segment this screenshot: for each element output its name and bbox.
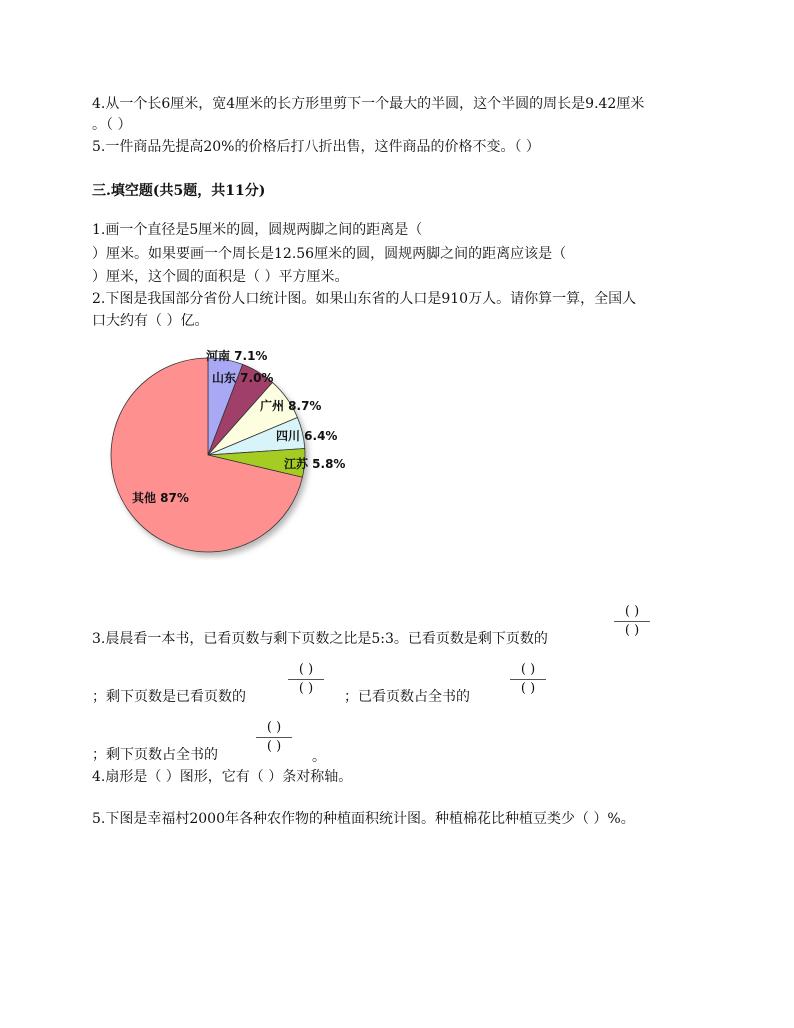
fill-q1-line1: 1.画一个直径是5厘米的圆，圆规两脚之间的距离是（ [92,222,423,238]
pie-label: 河南 7.1% [206,349,268,363]
fraction-bar [510,679,546,680]
fill-q3-line3: ；剩下页数占全书的 [92,747,218,763]
fill-q5: 5.下图是幸福村2000年各种农作物的种植面积统计图。种植棉花比种植豆类少（ ）%。 [92,811,635,827]
population-pie-chart [108,340,388,560]
fraction-blank-1[interactable] [614,604,650,639]
fraction-bar [614,621,650,622]
pie-label: 广州 8.7% [260,399,322,413]
fraction-bar [288,679,324,680]
item-4-line2: 。（ ） [92,117,132,133]
pie-label: 江苏 5.8% [284,457,346,471]
fill-q1-line3: ）厘米，这个圆的面积是（ ）平方厘米。 [92,269,349,285]
fraction-numerator: ( ) [624,604,640,619]
fraction-denominator: ( ) [520,681,536,696]
pie-label: 山东 7.0% [212,371,274,385]
fraction-numerator: ( ) [266,720,282,735]
pie-label: 四川 6.4% [276,429,338,443]
fraction-denominator: ( ) [298,681,314,696]
fill-q3-line2b: ；已看页数占全书的 [344,689,470,705]
fill-q2-line1: 2.下图是我国部分省份人口统计图。如果山东省的人口是910万人。请你算一算，全国人 [92,291,637,307]
fill-q1-line2: ）厘米。如果要画一个周长是12.56厘米的圆，圆规两脚之间的距离应该是（ [92,246,567,262]
pie-label: 其他 87% [132,491,189,505]
fraction-numerator: ( ) [298,662,314,677]
fraction-bar [256,737,292,738]
fill-q3-line2: ；剩下页数是已看页数的 [92,689,246,705]
fraction-denominator: ( ) [624,623,640,638]
item-4-line1: 4.从一个长6厘米，宽4厘米的长方形里剪下一个最大的半圆，这个半圆的周长是9.42厘米 [92,96,645,112]
fill-q3-line1: 3.晨晨看一本书，已看页数与剩下页数之比是5:3。已看页数是剩下页数的 [92,631,548,647]
fill-q4: 4.扇形是（ ）图形，它有（ ）条对称轴。 [92,769,353,785]
fraction-numerator: ( ) [520,662,536,677]
fraction-blank-3[interactable] [510,662,546,697]
fill-q3-end: 。 [312,749,326,765]
fill-q2-line2: 口大约有（ ）亿。 [92,313,209,329]
fraction-denominator: ( ) [266,739,282,754]
fraction-blank-4[interactable] [256,720,292,755]
section-title: 三.填空题(共5题，共11分) [92,183,266,199]
fraction-blank-2[interactable] [288,662,324,697]
item-5: 5.一件商品先提高20%的价格后打八折出售，这件商品的价格不变。（ ） [92,139,540,155]
